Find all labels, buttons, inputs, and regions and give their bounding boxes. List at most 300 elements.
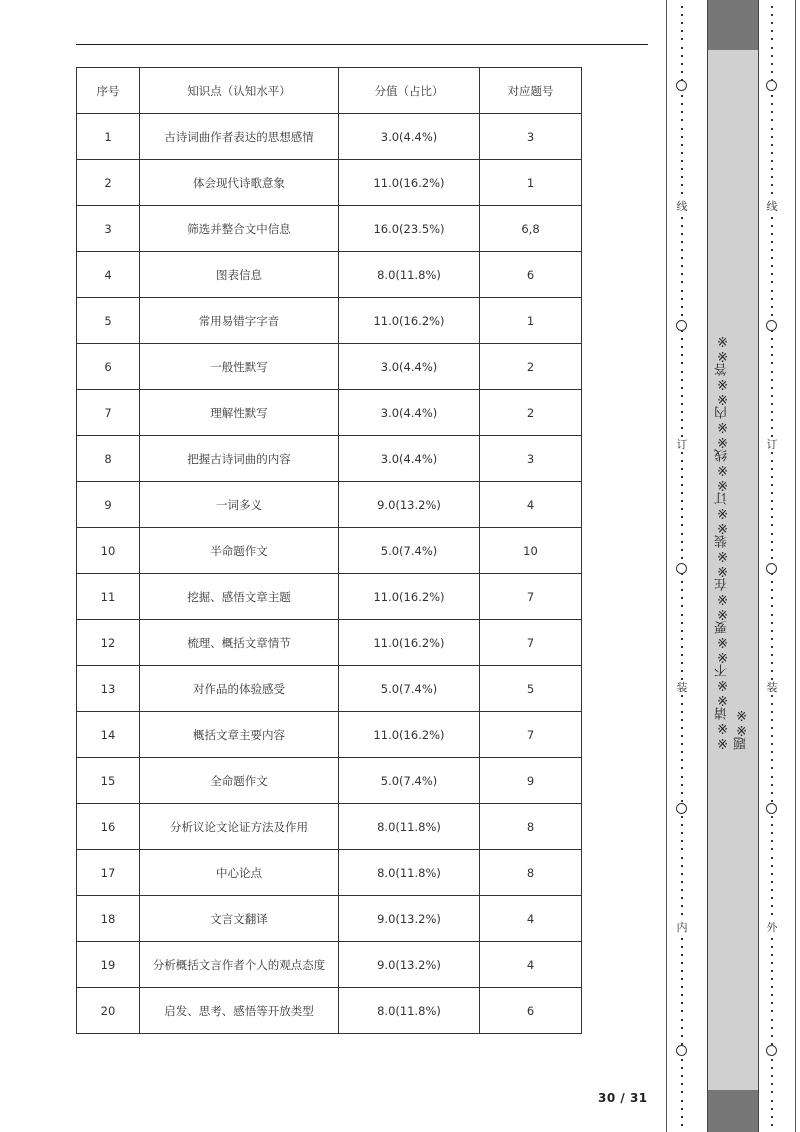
margin-dot bbox=[771, 403, 773, 405]
margin-dot bbox=[681, 978, 683, 980]
margin-dot bbox=[681, 719, 683, 721]
cell-score: 11.0(16.2%) bbox=[339, 574, 480, 620]
margin-dot bbox=[681, 460, 683, 462]
margin-dot bbox=[681, 646, 683, 648]
margin-dot bbox=[681, 946, 683, 948]
margin-dot bbox=[771, 638, 773, 640]
cell-score: 5.0(7.4%) bbox=[339, 666, 480, 712]
margin-dot bbox=[771, 1091, 773, 1093]
margin-dot bbox=[771, 6, 773, 8]
margin-dot bbox=[771, 881, 773, 883]
margin-dot bbox=[681, 6, 683, 8]
margin-dot bbox=[771, 727, 773, 729]
margin-label-pack: 装 bbox=[674, 681, 690, 695]
header-rule bbox=[76, 44, 648, 45]
cell-index: 20 bbox=[77, 988, 140, 1034]
margin-dot bbox=[771, 1100, 773, 1102]
table-row bbox=[77, 160, 582, 206]
cell-index: 17 bbox=[77, 850, 140, 896]
cell-score: 8.0(11.8%) bbox=[339, 252, 480, 298]
cell-question-number: 1 bbox=[480, 298, 582, 344]
cell-score: 5.0(7.4%) bbox=[339, 528, 480, 574]
binding-line-left bbox=[666, 0, 667, 1132]
margin-dot bbox=[771, 605, 773, 607]
cell-knowledge-point: 文言文翻译 bbox=[140, 896, 339, 942]
margin-dot bbox=[681, 176, 683, 178]
margin-dot bbox=[681, 1083, 683, 1085]
margin-dot bbox=[771, 589, 773, 591]
margin-dot bbox=[771, 857, 773, 859]
margin-label-outer: 外 bbox=[764, 921, 780, 935]
table-row bbox=[77, 758, 582, 804]
margin-dot bbox=[681, 938, 683, 940]
margin-dot bbox=[771, 743, 773, 745]
margin-dot bbox=[681, 30, 683, 32]
margin-dot bbox=[771, 103, 773, 105]
margin-dot bbox=[681, 711, 683, 713]
margin-dot bbox=[771, 1027, 773, 1029]
margin-dot bbox=[681, 338, 683, 340]
cell-score: 3.0(4.4%) bbox=[339, 114, 480, 160]
margin-dot bbox=[771, 168, 773, 170]
margin-dot bbox=[771, 994, 773, 996]
cell-index: 12 bbox=[77, 620, 140, 666]
cell-knowledge-point: 对作品的体验感受 bbox=[140, 666, 339, 712]
margin-dot bbox=[681, 986, 683, 988]
margin-dot bbox=[681, 889, 683, 891]
margin-dot bbox=[771, 630, 773, 632]
margin-dot bbox=[771, 460, 773, 462]
margin-dot bbox=[771, 144, 773, 146]
margin-dot bbox=[771, 1002, 773, 1004]
margin-dot bbox=[771, 484, 773, 486]
cell-knowledge-point: 古诗词曲作者表达的思想感情 bbox=[140, 114, 339, 160]
margin-dot bbox=[771, 533, 773, 535]
margin-dot bbox=[771, 1035, 773, 1037]
margin-dot bbox=[681, 597, 683, 599]
margin-dot bbox=[681, 516, 683, 518]
margin-dot bbox=[771, 719, 773, 721]
margin-dot bbox=[771, 476, 773, 478]
margin-circle bbox=[766, 803, 777, 814]
cell-score: 11.0(16.2%) bbox=[339, 160, 480, 206]
cell-index: 4 bbox=[77, 252, 140, 298]
cell-index: 15 bbox=[77, 758, 140, 804]
margin-dot bbox=[681, 225, 683, 227]
cell-index: 3 bbox=[77, 206, 140, 252]
cell-score: 3.0(4.4%) bbox=[339, 344, 480, 390]
margin-dot bbox=[771, 913, 773, 915]
margin-dot bbox=[771, 978, 773, 980]
margin-dot bbox=[771, 225, 773, 227]
margin-dot bbox=[771, 670, 773, 672]
margin-circle bbox=[676, 803, 687, 814]
cell-knowledge-point: 一词多义 bbox=[140, 482, 339, 528]
margin-dot bbox=[771, 541, 773, 543]
table-row bbox=[77, 988, 582, 1034]
margin-dot bbox=[681, 954, 683, 956]
margin-dot bbox=[681, 265, 683, 267]
margin-dot bbox=[681, 1027, 683, 1029]
margin-label-bind: 订 bbox=[764, 438, 780, 452]
margin-dot bbox=[681, 1075, 683, 1077]
margin-dot bbox=[681, 63, 683, 65]
margin-dot bbox=[771, 217, 773, 219]
margin-dot bbox=[771, 176, 773, 178]
margin-dot bbox=[771, 759, 773, 761]
cell-knowledge-point: 概括文章主要内容 bbox=[140, 712, 339, 758]
margin-dot bbox=[681, 776, 683, 778]
margin-dot bbox=[771, 346, 773, 348]
cell-knowledge-point: 理解性默写 bbox=[140, 390, 339, 436]
margin-dot bbox=[681, 500, 683, 502]
margin-dot bbox=[771, 751, 773, 753]
cell-index: 7 bbox=[77, 390, 140, 436]
cell-question-number: 7 bbox=[480, 574, 582, 620]
margin-circle bbox=[676, 1045, 687, 1056]
margin-dot bbox=[771, 549, 773, 551]
margin-dot bbox=[771, 47, 773, 49]
cell-question-number: 3 bbox=[480, 114, 582, 160]
margin-dot bbox=[681, 581, 683, 583]
margin-dot bbox=[771, 1083, 773, 1085]
margin-dot bbox=[771, 784, 773, 786]
cell-index: 8 bbox=[77, 436, 140, 482]
margin-dot bbox=[681, 119, 683, 121]
margin-dot bbox=[771, 1116, 773, 1118]
table-row bbox=[77, 574, 582, 620]
binding-block-top bbox=[707, 0, 759, 50]
cell-knowledge-point: 筛选并整合文中信息 bbox=[140, 206, 339, 252]
margin-dot bbox=[771, 395, 773, 397]
margin-dot bbox=[681, 184, 683, 186]
cell-score: 11.0(16.2%) bbox=[339, 712, 480, 758]
margin-dot bbox=[681, 14, 683, 16]
margin-dot bbox=[681, 354, 683, 356]
margin-dot bbox=[771, 792, 773, 794]
cell-question-number: 7 bbox=[480, 712, 582, 758]
margin-dot bbox=[681, 881, 683, 883]
margin-circle bbox=[766, 563, 777, 574]
table-row bbox=[77, 804, 582, 850]
margin-dot bbox=[771, 63, 773, 65]
margin-dot bbox=[681, 346, 683, 348]
margin-dot bbox=[681, 913, 683, 915]
margin-dot bbox=[771, 184, 773, 186]
margin-dot bbox=[681, 55, 683, 57]
cell-knowledge-point: 中心论点 bbox=[140, 850, 339, 896]
margin-label-line: 线 bbox=[674, 200, 690, 214]
cell-score: 5.0(7.4%) bbox=[339, 758, 480, 804]
margin-dot bbox=[771, 767, 773, 769]
margin-dot bbox=[771, 832, 773, 834]
margin-dot bbox=[681, 103, 683, 105]
margin-dot bbox=[771, 1108, 773, 1110]
margin-dot bbox=[681, 168, 683, 170]
margin-dot bbox=[681, 1116, 683, 1118]
margin-dot bbox=[681, 670, 683, 672]
cell-question-number: 7 bbox=[480, 620, 582, 666]
margin-dot bbox=[681, 1100, 683, 1102]
margin-dot bbox=[681, 703, 683, 705]
margin-dot bbox=[771, 905, 773, 907]
margin-dot bbox=[681, 614, 683, 616]
header-knowledge-point: 知识点（认知水平） bbox=[140, 68, 339, 114]
cell-score: 16.0(23.5%) bbox=[339, 206, 480, 252]
cell-score: 9.0(13.2%) bbox=[339, 942, 480, 988]
margin-dot bbox=[681, 541, 683, 543]
margin-dot bbox=[681, 678, 683, 680]
cell-score: 8.0(11.8%) bbox=[339, 804, 480, 850]
margin-dot bbox=[681, 751, 683, 753]
margin-dot bbox=[771, 435, 773, 437]
margin-dot bbox=[771, 119, 773, 121]
margin-circle bbox=[676, 320, 687, 331]
cell-score: 11.0(16.2%) bbox=[339, 298, 480, 344]
cell-score: 8.0(11.8%) bbox=[339, 988, 480, 1034]
margin-circle bbox=[676, 563, 687, 574]
margin-dot bbox=[771, 848, 773, 850]
margin-dot bbox=[681, 1091, 683, 1093]
cell-index: 16 bbox=[77, 804, 140, 850]
margin-dot bbox=[681, 22, 683, 24]
margin-dot bbox=[771, 290, 773, 292]
margin-dot bbox=[771, 22, 773, 24]
margin-dot bbox=[771, 387, 773, 389]
margin-dot bbox=[771, 55, 773, 57]
margin-dot bbox=[771, 265, 773, 267]
cell-index: 2 bbox=[77, 160, 140, 206]
margin-dot bbox=[771, 257, 773, 259]
margin-dot bbox=[681, 759, 683, 761]
cell-question-number: 1 bbox=[480, 160, 582, 206]
margin-dot bbox=[681, 792, 683, 794]
cell-question-number: 9 bbox=[480, 758, 582, 804]
margin-dot bbox=[681, 128, 683, 130]
margin-dot bbox=[771, 816, 773, 818]
margin-dot bbox=[681, 743, 683, 745]
cell-index: 18 bbox=[77, 896, 140, 942]
margin-dot bbox=[681, 160, 683, 162]
table-header-row bbox=[77, 68, 582, 114]
margin-dot bbox=[681, 638, 683, 640]
margin-dot bbox=[771, 897, 773, 899]
margin-dot bbox=[771, 338, 773, 340]
margin-dot bbox=[771, 492, 773, 494]
cell-knowledge-point: 半命题作文 bbox=[140, 528, 339, 574]
cell-knowledge-point: 启发、思考、感悟等开放类型 bbox=[140, 988, 339, 1034]
margin-dot bbox=[771, 946, 773, 948]
margin-dot bbox=[681, 857, 683, 859]
cell-knowledge-point: 图表信息 bbox=[140, 252, 339, 298]
margin-dot bbox=[681, 290, 683, 292]
margin-dot bbox=[771, 1059, 773, 1061]
margin-dot bbox=[681, 273, 683, 275]
margin-dot bbox=[771, 516, 773, 518]
margin-dot bbox=[681, 816, 683, 818]
margin-dot bbox=[771, 160, 773, 162]
margin-dot bbox=[771, 281, 773, 283]
margin-dot bbox=[771, 468, 773, 470]
cell-question-number: 8 bbox=[480, 850, 582, 896]
cell-index: 19 bbox=[77, 942, 140, 988]
cell-knowledge-point: 全命题作文 bbox=[140, 758, 339, 804]
margin-dot bbox=[771, 379, 773, 381]
margin-dot bbox=[681, 622, 683, 624]
cell-question-number: 6 bbox=[480, 252, 582, 298]
cell-knowledge-point: 一般性默写 bbox=[140, 344, 339, 390]
cell-knowledge-point: 常用易错字字音 bbox=[140, 298, 339, 344]
binding-notice: ※※请※※不※※要※※在※※装※※订※※线※※内※※答※※题※※ bbox=[715, 333, 749, 750]
cell-question-number: 10 bbox=[480, 528, 582, 574]
margin-dot bbox=[771, 419, 773, 421]
margin-dot bbox=[771, 1075, 773, 1077]
margin-dot bbox=[681, 411, 683, 413]
margin-dot bbox=[681, 306, 683, 308]
margin-dot bbox=[681, 970, 683, 972]
margin-dot bbox=[681, 824, 683, 826]
margin-dot bbox=[681, 217, 683, 219]
margin-circle bbox=[766, 320, 777, 331]
margin-dot bbox=[681, 549, 683, 551]
margin-dot bbox=[681, 1035, 683, 1037]
margin-dot bbox=[681, 95, 683, 97]
cell-question-number: 4 bbox=[480, 942, 582, 988]
table-row bbox=[77, 666, 582, 712]
margin-dot bbox=[771, 678, 773, 680]
cell-knowledge-point: 梳理、概括文章情节 bbox=[140, 620, 339, 666]
margin-dot bbox=[681, 403, 683, 405]
cell-question-number: 8 bbox=[480, 804, 582, 850]
margin-dot bbox=[681, 589, 683, 591]
margin-dot bbox=[771, 233, 773, 235]
margin-dot bbox=[771, 298, 773, 300]
margin-dot bbox=[681, 654, 683, 656]
binding-line-right bbox=[795, 0, 796, 1132]
margin-dot bbox=[771, 646, 773, 648]
margin-dot bbox=[771, 776, 773, 778]
table-row bbox=[77, 344, 582, 390]
margin-dot bbox=[681, 840, 683, 842]
header-index: 序号 bbox=[77, 68, 140, 114]
table-row bbox=[77, 942, 582, 988]
margin-dot bbox=[681, 533, 683, 535]
margin-dot bbox=[681, 395, 683, 397]
margin-dot bbox=[681, 257, 683, 259]
margin-dot bbox=[771, 241, 773, 243]
margin-dot bbox=[771, 111, 773, 113]
table-row bbox=[77, 436, 582, 482]
header-score: 分值（占比） bbox=[339, 68, 480, 114]
margin-dot bbox=[771, 249, 773, 251]
margin-dot bbox=[681, 435, 683, 437]
table-row bbox=[77, 298, 582, 344]
margin-dot bbox=[681, 557, 683, 559]
margin-dot bbox=[771, 954, 773, 956]
margin-dot bbox=[771, 192, 773, 194]
cell-index: 9 bbox=[77, 482, 140, 528]
margin-dot bbox=[681, 524, 683, 526]
margin-dot bbox=[771, 581, 773, 583]
margin-dot bbox=[771, 938, 773, 940]
margin-dot bbox=[771, 273, 773, 275]
table-row bbox=[77, 114, 582, 160]
margin-dot bbox=[681, 111, 683, 113]
table-row bbox=[77, 712, 582, 758]
table-row bbox=[77, 896, 582, 942]
margin-dot bbox=[771, 362, 773, 364]
margin-circle bbox=[676, 80, 687, 91]
cell-question-number: 6,8 bbox=[480, 206, 582, 252]
margin-dot bbox=[681, 144, 683, 146]
margin-dot bbox=[771, 136, 773, 138]
cell-index: 5 bbox=[77, 298, 140, 344]
table-row bbox=[77, 620, 582, 666]
margin-dot bbox=[681, 233, 683, 235]
table-row bbox=[77, 206, 582, 252]
margin-circle bbox=[766, 80, 777, 91]
margin-dot bbox=[771, 662, 773, 664]
margin-dot bbox=[681, 71, 683, 73]
table-row bbox=[77, 528, 582, 574]
margin-dot bbox=[681, 784, 683, 786]
margin-dot bbox=[771, 865, 773, 867]
cell-score: 8.0(11.8%) bbox=[339, 850, 480, 896]
cell-knowledge-point: 把握古诗词曲的内容 bbox=[140, 436, 339, 482]
margin-dot bbox=[681, 281, 683, 283]
table-row bbox=[77, 850, 582, 896]
inner-dotted-margin bbox=[674, 0, 690, 1132]
margin-circle bbox=[766, 1045, 777, 1056]
table-row bbox=[77, 390, 582, 436]
margin-dot bbox=[681, 727, 683, 729]
margin-dot bbox=[771, 889, 773, 891]
margin-dot bbox=[771, 703, 773, 705]
cell-knowledge-point: 分析概括文言作者个人的观点态度 bbox=[140, 942, 339, 988]
cell-score: 3.0(4.4%) bbox=[339, 436, 480, 482]
margin-dot bbox=[681, 314, 683, 316]
margin-dot bbox=[771, 1010, 773, 1012]
margin-dot bbox=[681, 241, 683, 243]
margin-dot bbox=[681, 47, 683, 49]
cell-knowledge-point: 体会现代诗歌意象 bbox=[140, 160, 339, 206]
margin-label-bind: 订 bbox=[674, 438, 690, 452]
cell-index: 6 bbox=[77, 344, 140, 390]
margin-dot bbox=[771, 986, 773, 988]
cell-score: 9.0(13.2%) bbox=[339, 482, 480, 528]
margin-dot bbox=[771, 824, 773, 826]
margin-dot bbox=[681, 994, 683, 996]
margin-dot bbox=[771, 500, 773, 502]
margin-dot bbox=[771, 873, 773, 875]
margin-dot bbox=[771, 524, 773, 526]
outer-dotted-margin bbox=[764, 0, 780, 1132]
margin-dot bbox=[681, 873, 683, 875]
margin-dot bbox=[681, 427, 683, 429]
margin-dot bbox=[681, 192, 683, 194]
margin-dot bbox=[681, 1019, 683, 1021]
margin-dot bbox=[771, 411, 773, 413]
margin-dot bbox=[771, 962, 773, 964]
cell-question-number: 6 bbox=[480, 988, 582, 1034]
margin-dot bbox=[681, 735, 683, 737]
table-row bbox=[77, 482, 582, 528]
margin-label-pack: 装 bbox=[764, 681, 780, 695]
cell-knowledge-point: 分析议论文论证方法及作用 bbox=[140, 804, 339, 850]
margin-dot bbox=[681, 1067, 683, 1069]
margin-dot bbox=[681, 962, 683, 964]
margin-dot bbox=[681, 630, 683, 632]
